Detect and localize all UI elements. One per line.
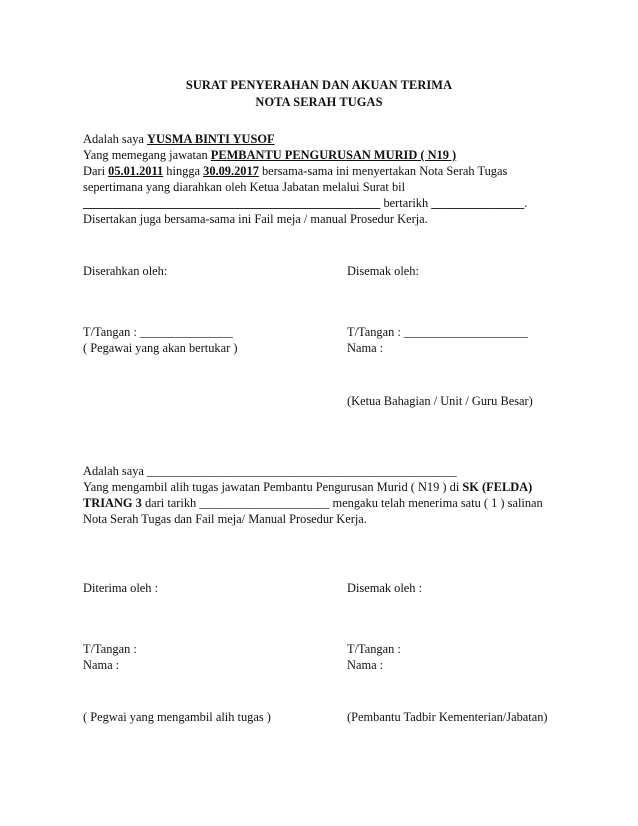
reviewed-by-label-2: Disemak oleh : (347, 581, 423, 595)
date-from: 05.01.2011 (108, 164, 164, 178)
position-title: PEMBANTU PENGURUSAN MURID ( N19 ) (210, 148, 457, 162)
receiver-name: Nama : (83, 658, 120, 672)
para2-line-2-text: Yang mengambil alih tugas jawatan Pembantu Pengurusan Murid ( N19 ) di (83, 480, 463, 494)
para2-line-1: Adalah saya __________________________________________________ (83, 464, 457, 478)
date-from-prefix: Dari (83, 164, 109, 178)
para2-line-3 (83, 495, 543, 511)
para1-line-3 (83, 163, 507, 179)
para1-line-6: Disertakan juga bersama-sama ini Fail meja / manual Prosedur Kerja. (83, 212, 428, 226)
para1-line-5 (83, 195, 527, 211)
handover-role: ( Pegawai yang akan bertukar ) (83, 341, 238, 355)
para1-line-4: sepertimana yang diarahkan oleh Ketua Jabatan melalui Surat bil (83, 180, 406, 194)
school-name-part1: SK (FELDA) (462, 480, 533, 494)
reviewer-signature-line: T/Tangan : ____________________ (347, 325, 528, 339)
para2-line-4: Nota Serah Tugas dan Fail meja/ Manual Prosedur Kerja. (83, 512, 367, 526)
letter-reference-blank: ________________________________________________ (83, 196, 381, 210)
para1-position-prefix: Yang memegang jawatan (83, 148, 211, 162)
para1-line-2 (83, 147, 456, 163)
reviewer2-role: (Pembantu Tadbir Kementerian/Jabatan) (347, 710, 548, 724)
date-to: 30.09.2017 (203, 164, 259, 178)
period: . (524, 196, 528, 210)
handover-officer-name: YUSMA BINTI YUSOF (147, 132, 275, 146)
handed-over-by-label: Diserahkan oleh: (83, 264, 168, 278)
reviewer2-name: Nama : (347, 658, 384, 672)
handover-signature-line: T/Tangan : _______________ (83, 325, 233, 339)
date-to-prefix: hingga (163, 164, 204, 178)
reviewed-by-label: Disemak oleh: (347, 264, 419, 278)
para2-line-2 (83, 479, 532, 495)
receiver-signature-line: T/Tangan : (83, 642, 137, 656)
school-name-part2: TRIANG 3 (83, 496, 142, 510)
receiver-role: ( Pegwai yang mengambil alih tugas ) (83, 710, 271, 724)
received-by-label: Diterima oleh : (83, 581, 159, 595)
reviewer-name: Nama : (347, 341, 384, 355)
reviewer2-signature-line: T/Tangan : (347, 642, 401, 656)
document-title: SURAT PENYERAHAN DAN AKUAN TERIMA (185, 78, 453, 92)
para2-line-3-text: dari tarikh _____________________ mengaku telah menerima satu ( 1 ) salinan (141, 496, 543, 510)
para1-line-1 (83, 131, 275, 147)
dated-label: bertarikh (380, 196, 432, 210)
letter-date-blank: _______________ (431, 196, 525, 210)
para1-prefix: Adalah saya (83, 132, 147, 146)
reviewer-role: (Ketua Bahagian / Unit / Guru Besar) (347, 394, 533, 408)
para1-line-3-tail: bersama-sama ini menyertakan Nota Serah Tugas (258, 164, 508, 178)
document-subtitle: NOTA SERAH TUGAS (255, 95, 383, 109)
